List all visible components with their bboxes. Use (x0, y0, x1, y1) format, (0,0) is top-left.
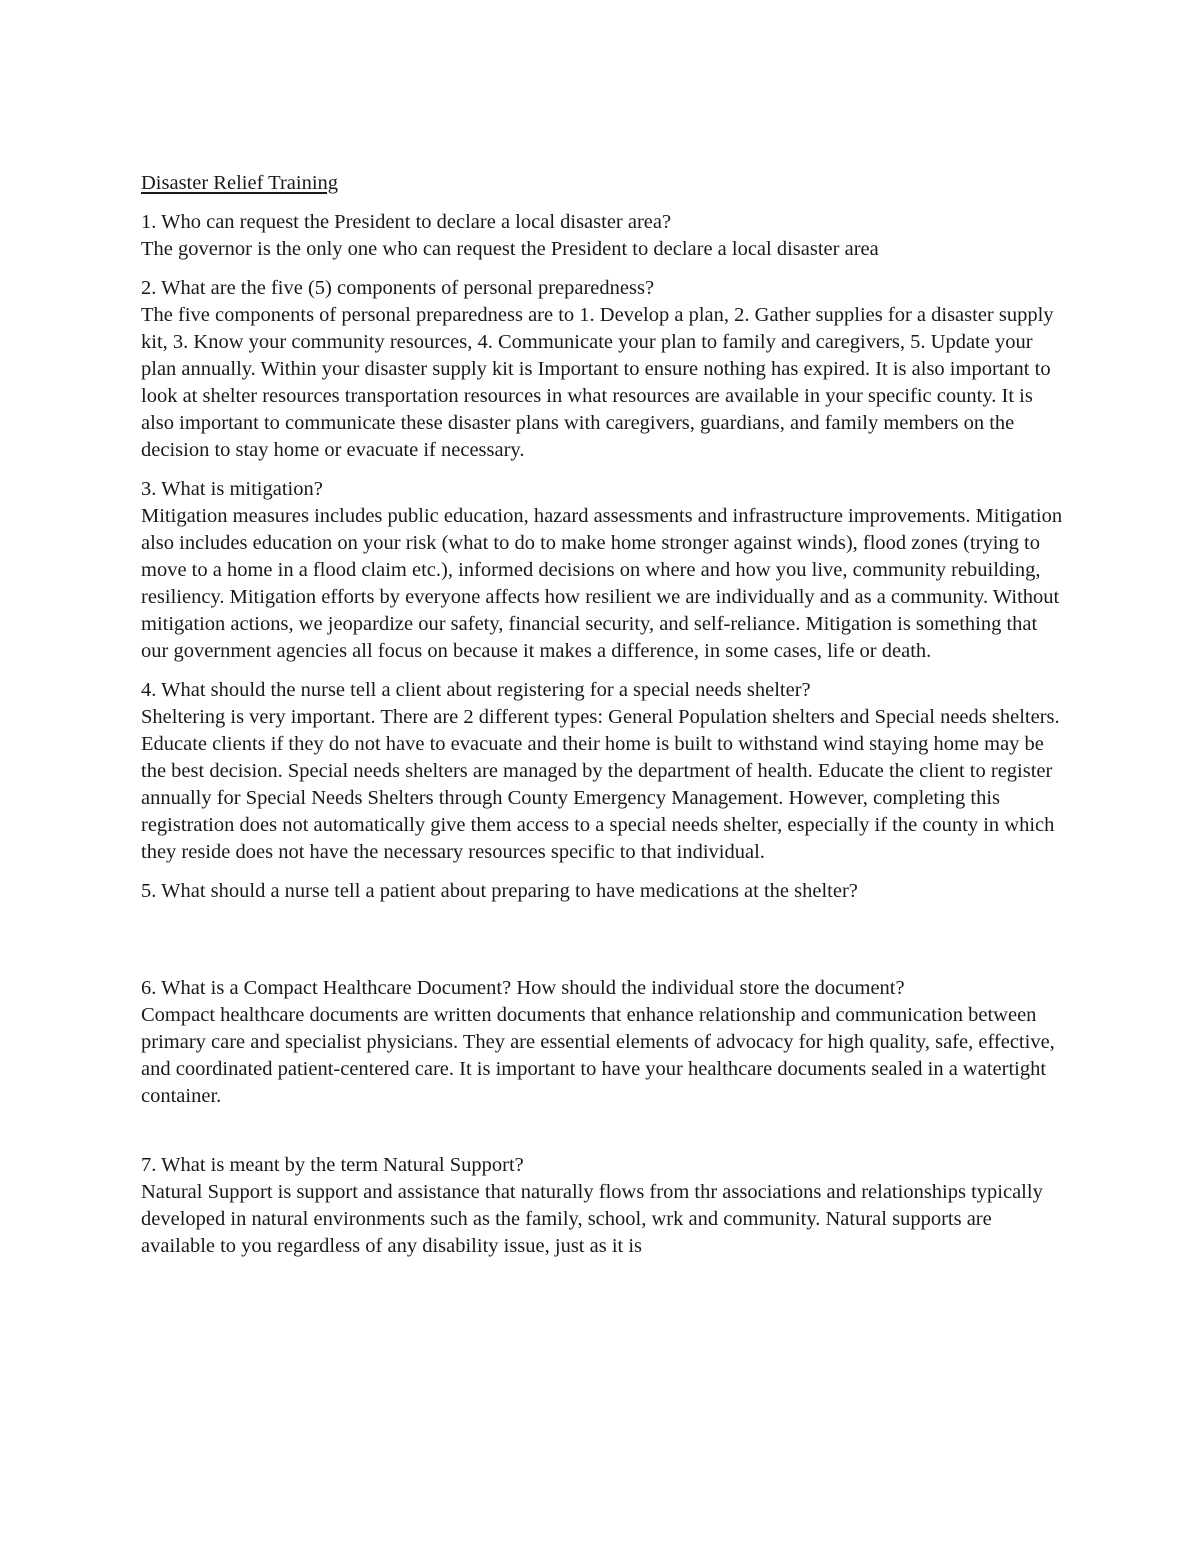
qa-item-3 (141, 476, 1066, 665)
question-5: 5. What should a nurse tell a patient about preparing to have medications at the shelter? (141, 880, 858, 902)
question-7: 7. What is meant by the term Natural Support? (141, 1154, 524, 1176)
section-gap (141, 1122, 1066, 1152)
question-4: 4. What should the nurse tell a client about registering for a special needs shelter? (141, 679, 811, 701)
qa-item-5 (141, 878, 1066, 905)
document-title: Disaster Relief Training (141, 172, 339, 194)
qa-item-4 (141, 677, 1066, 866)
qa-item-7 (141, 1152, 1066, 1260)
qa-item-2 (141, 275, 1066, 464)
qa-item-1 (141, 209, 1066, 263)
question-3: 3. What is mitigation? (141, 478, 323, 500)
answer-4: Sheltering is very important. There are 2 different types: General Population shelters and Special needs shelters. Educate clients if they do not have to evacuate and their home is built to withstand wind staying home may be the best decision. Special needs shelters are managed by the department of health. Educate the client to register annually for Special Needs Shelters through County Emergency Management. However, completing this registration does not automatically give them access to a special needs shelter, especially if the county in which they reside does not have the necessary resources specific to that individual. (141, 706, 1060, 863)
qa-item-6 (141, 975, 1066, 1110)
question-6: 6. What is a Compact Healthcare Document? How should the individual store the document? (141, 977, 905, 999)
question-2: 2. What are the five (5) components of personal preparedness? (141, 277, 655, 299)
answer-3: Mitigation measures includes public education, hazard assessments and infrastructure improvements. Mitigation also includes education on your risk (what to do to make home stronger against winds), flood zones (trying to move to a home in a flood claim etc.), informed decisions on where and how you live, community rebuilding, resiliency. Mitigation efforts by everyone affects how resilient we are individually and as a community. Without mitigation actions, we jeopardize our safety, financial security, and self-reliance. Mitigation is something that our government agencies all focus on because it makes a difference, in some cases, life or death. (141, 505, 1063, 662)
answer-2: The five components of personal preparedness are to 1. Develop a plan, 2. Gather supplies for a disaster supply kit, 3. Know your community resources, 4. Communicate your plan to family and caregivers, 5. Update your plan annually. Within your disaster supply kit is Important to ensure nothing has expired. It is also important to look at shelter resources transportation resources in what resources are available in your specific county. It is also important to communicate these disaster plans with caregivers, guardians, and family members on the decision to stay home or evacuate if necessary. (141, 304, 1054, 461)
answer-6: Compact healthcare documents are written documents that enhance relationship and communication between primary care and specialist physicians. They are essential elements of advocacy for high quality, safe, effective, and coordinated patient-centered care. It is important to have your healthcare documents sealed in a watertight container. (141, 1004, 1055, 1107)
answer-1: The governor is the only one who can request the President to declare a local disaster area (141, 238, 879, 260)
document-body (141, 170, 1066, 1272)
question-1: 1. Who can request the President to declare a local disaster area? (141, 211, 672, 233)
blank-answer-space (141, 917, 1066, 975)
answer-7: Natural Support is support and assistance that naturally flows from thr associations and relationships typically developed in natural environments such as the family, school, wrk and community. Natural supports are available to you regardless of any disability issue, just as it is (141, 1181, 1043, 1257)
